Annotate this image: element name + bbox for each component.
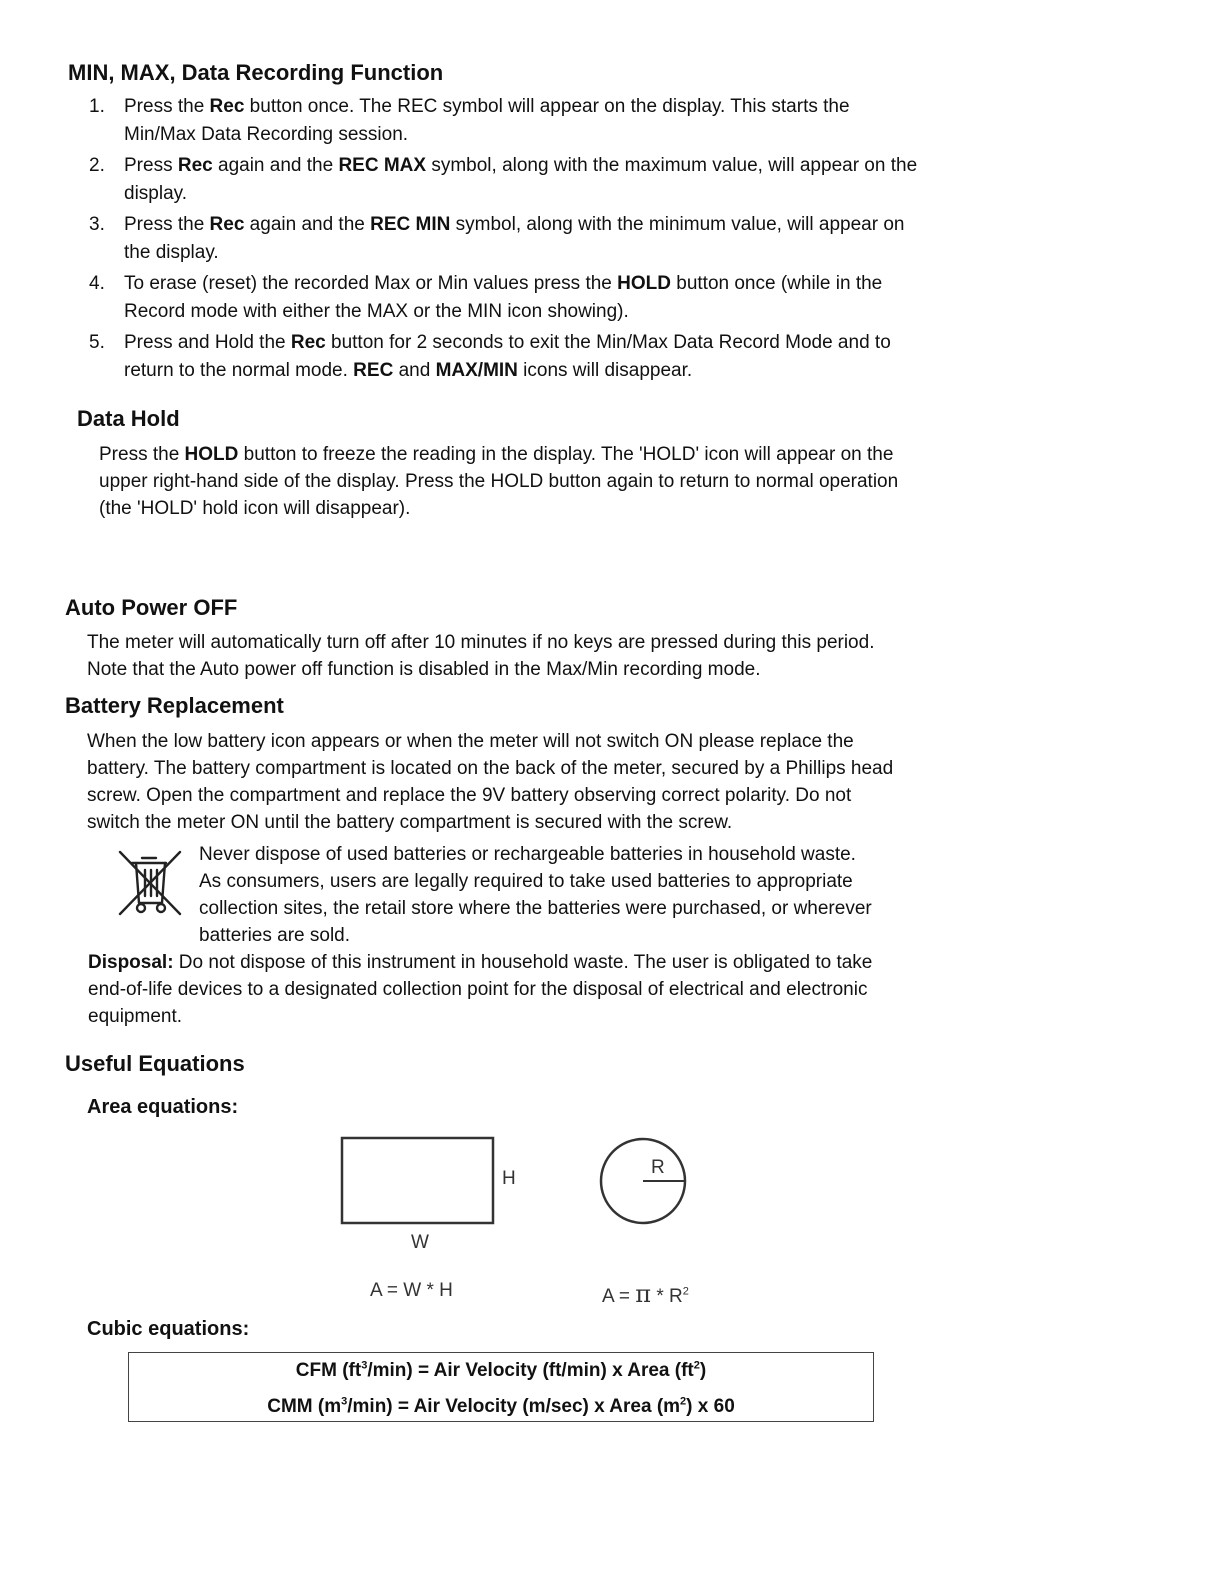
autopower-paragraph: The meter will automatically turn off after 10 minutes if no keys are pressed during this period. Note that the Auto power off function is disabled in the Max/Min recording mode. xyxy=(87,632,875,680)
cubic-equations-box xyxy=(128,1352,874,1422)
circle-radius-label: R xyxy=(651,1157,665,1178)
circle-area-formula: $A = \pi * R^2$ xyxy=(602,1280,689,1308)
rect-height-label: H xyxy=(502,1168,516,1189)
rectangle-diagram xyxy=(338,1134,498,1228)
area-equations-heading: Area equations: xyxy=(87,1096,239,1118)
minmax-heading: MIN, MAX, Data Recording Function xyxy=(68,60,444,85)
weee-notice: Never dispose of used batteries or rechargeable batteries in household waste. As consumers, users are legally required to take used batteries to appropriate collection sites, the retail store where the batteries were purchased, or wherever batteries are sold. xyxy=(199,844,872,946)
rect-area-formula: A = W * H xyxy=(370,1280,453,1301)
equations-heading: Useful Equations xyxy=(65,1051,245,1076)
rect-width-label: W xyxy=(411,1232,429,1253)
list-item: 1. Press the Rec button once. The REC symbol will appear on the display. This starts the Min/Max Data Recording session. xyxy=(89,96,850,145)
battery-heading: Battery Replacement xyxy=(65,693,284,718)
circle-diagram xyxy=(596,1134,690,1228)
autopower-heading: Auto Power OFF xyxy=(65,595,238,620)
list-item: 2. Press Rec again and the REC MAX symbol, along with the maximum value, will appear on the display. xyxy=(89,155,918,204)
crossed-out-wheelie-bin-icon xyxy=(116,848,186,920)
cubic-equations-heading: Cubic equations: xyxy=(87,1318,250,1340)
cmm-formula: CMM $(m^3/\min)$ = Air Velocity (m/sec) x Area $(m^2)$ x 60 xyxy=(267,1395,735,1417)
battery-paragraph: When the low battery icon appears or when the meter will not switch ON please replace the battery. The battery compartment is located on the back of the meter, secured by a Phillips head screw. Open the compartment and replace the 9V battery observing correct polarity. Do not switch the meter ON until the battery compartment is secured with the screw. xyxy=(87,731,894,833)
list-item: 5. Press and Hold the Rec button for 2 seconds to exit the Min/Max Data Record Mode and to return to the normal mode. REC and MAX/MIN icons will disappear. xyxy=(89,332,891,381)
datahold-paragraph: Press the HOLD button to freeze the reading in the display. The 'HOLD' icon will appear on the upper right-hand side of the display. Press the HOLD button again to return to normal operation (the 'HOLD' hold icon will disappear). xyxy=(99,444,899,519)
disposal-paragraph: Disposal: Do not dispose of this instrument in household waste. The user is obligated to take end-of-life devices to a designated collection point for the disposal of electrical and electronic equipment. xyxy=(88,952,873,1027)
minmax-steps xyxy=(89,93,989,388)
list-item: 3. Press the Rec again and the REC MIN symbol, along with the minimum value, will appear on the display. xyxy=(89,214,905,263)
cfm-formula: CFM $(ft^3/\min)$ = Air Velocity (ft/min) x Area $(ft^2)$ xyxy=(295,1359,707,1381)
datahold-heading: Data Hold xyxy=(77,406,180,431)
list-item: 4. To erase (reset) the recorded Max or Min values press the HOLD button once (while in the Record mode with either the MAX or the MIN icon showing). xyxy=(89,273,883,322)
